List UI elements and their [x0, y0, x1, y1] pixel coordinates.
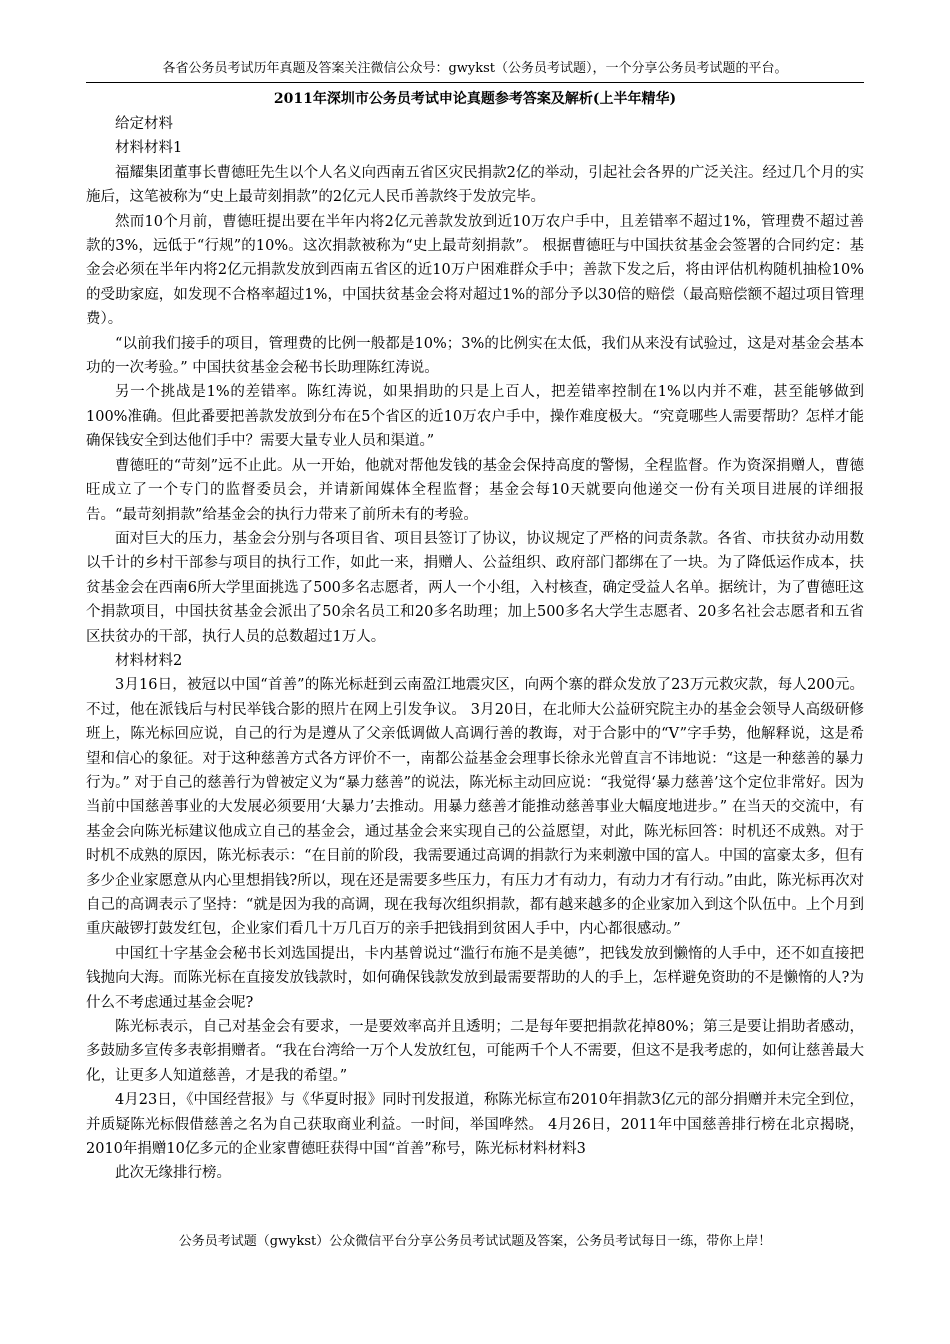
body-paragraph: 面对巨大的压力，基金会分别与各项目省、项目县签订了协议，协议规定了严格的问责条款。各省、市扶贫办动用数以千计的乡村干部参与项目的执行工作，如此一来，捐赠人、公益组织、政府部门都绑在了一块。为了降低运作成本，扶贫基金会在西南6所大学里面挑选了500多名志愿者，两人一个小组，入村核查，确定受益人名单。据统计，为了曹德旺这个捐款项目，中国扶贫基金会派出了50余名员工和20多名助理；加上500多名大学生志愿者、20多名社会志愿者和五省区扶贫办的干部，执行人员的总数超过1万人。 [86, 530, 864, 645]
body-paragraph: “以前我们接手的项目，管理费的比例一般都是10%；3%的比例实在太低，我们从来没有试验过，这是对基金会基本功的一次考验。” 中国扶贫基金会秘书长助理陈红涛说。 [86, 335, 864, 377]
document-body [86, 112, 864, 1186]
body-paragraph: 福耀集团董事长曹德旺先生以个人名义向西南五省区灾民捐款2亿的举动，引起社会各界的广泛关注。经过几个月的实施后，这笔被称为“史上最苛刻捐款”的2亿元人民币善款终于发放完毕。 [86, 164, 864, 206]
body-paragraph: 此次无缘排行榜。 [115, 1165, 231, 1182]
header-notice: 各省公务员考试历年真题及答案关注微信公众号：gwykst（公务员考试题），一个分享公务员考试题的平台。 [162, 61, 788, 76]
document-title: 2011年深圳市公务员考试申论真题参考答案及解析(上半年精华) [273, 91, 677, 107]
footer-notice: 公务员考试题（gwykst）公众微信平台分享公务员考试试题及答案，公务员考试每日一练，带你上岸！ [178, 1234, 772, 1249]
section-heading-given-material: 给定材料 [115, 116, 173, 132]
section-heading-material-2: 材料材料2 [115, 652, 183, 669]
body-paragraph: 另一个挑战是1%的差错率。陈红涛说，如果捐助的只是上百人，把差错率控制在1%以内并不难，甚至能够做到100%准确。但此番要把善款发放到分布在5个省区的近10万农户手中，操作难度极大。“究竟哪些人需要帮助？怎样才能确保钱安全到达他们手中？需要大量专业人员和渠道。” [86, 384, 864, 450]
body-paragraph: 4月23日，《中国经营报》与《华夏时报》同时刊发报道，称陈光标宣布2010年捐款3亿元的部分捐赠并未完全到位，并质疑陈光标假借慈善之名为自己获取商业利益。一时间，举国哗然。 4月26日，2011年中国慈善排行榜在北京揭晓，2010年捐赠10亿多元的企业家曹德旺获得中国“首善”称号，陈光标材料材料3 [86, 1092, 864, 1158]
section-heading-material-1: 材料材料1 [115, 140, 183, 157]
body-paragraph: 3月16日，被冠以中国“首善”的陈光标赶到云南盈江地震灾区，向两个寨的群众发放了23万元救灾款，每人200元。不过，他在派钱后与村民举钱合影的照片在网上引发争议。 3月20日，在北师大公益研究院主办的基金会领导人高级研修班上，陈光标回应说，自己的行为是遵从了父亲低调做人高调行善的教诲，对于合影中的“V”字手势，他解释说，这是希望和信心的象征。对于这种慈善方式各方评价不一，南都公益基金会理事长徐永光曾直言不讳地说：“这是一种慈善的暴力行为。” 对于自己的慈善行为曾被定义为“暴力慈善”的说法，陈光标主动回应说：“我觉得‘暴力慈善’这个定位非常好。因为当前中国慈善事业的大发展必须要用‘大暴力’去推动。用暴力慈善才能推动慈善事业大幅度地进步。” 在当天的交流中，有基金会向陈光标建议他成立自己的基金会，通过基金会来实现自己的公益愿望，对此，陈光标回答：时机还不成熟。对于时机不成熟的原因，陈光标表示：“在目前的阶段，我需要通过高调的捐款行为来刺激中国的富人。中国的富豪太多，但有多少企业家愿意从内心里想捐钱?所以，现在还是需要多些压力，有压力才有动力，有动力才有行动。”由此，陈光标再次对自己的高调表示了坚持：“就是因为我的高调，现在我每次组织捐款，都有越来越多的企业家加入到这个队伍中。上个月到重庆敲锣打鼓发红包，企业家们看几十万几百万的亲手把钱捐到贫困人手中，内心都很感动。” [86, 677, 864, 938]
header-divider [86, 82, 864, 83]
body-paragraph: 中国红十字基金会秘书长刘选国提出，卡内基曾说过“滥行布施不是美德”，把钱发放到懒惰的人手中，还不如直接把钱抛向大海。而陈光标在直接发放钱款时，如何确保钱款发放到最需要帮助的人的手上，怎样避免资助的不是懒惰的人?为什么不考虑通过基金会呢? [86, 945, 864, 1011]
body-paragraph: 曹德旺的“苛刻”远不止此。从一开始，他就对帮他发钱的基金会保持高度的警惕，全程监督。作为资深捐赠人，曹德旺成立了一个专门的监督委员会，并请新闻媒体全程监督；基金会每10天就要向他递交一份有关项目进展的详细报告。“最苛刻捐款”给基金会的执行力带来了前所未有的考验。 [86, 457, 864, 523]
body-paragraph: 然而10个月前，曹德旺提出要在半年内将2亿元善款发放到近10万农户手中，且差错率不超过1%，管理费不超过善款的3%，远低于“行规”的10%。这次捐款被称为“史上最苛刻捐款”。 根据曹德旺与中国扶贫基金会签署的合同约定：基金会必须在半年内将2亿元捐款发放到西南五省区的近10万户困难群众手中；善款下发之后，将由评估机构随机抽检10%的受助家庭，如发现不合格率超过1%，中国扶贫基金会将对超过1%的部分予以30倍的赔偿（最高赔偿额不超过项目管理费）。 [86, 213, 864, 328]
body-paragraph: 陈光标表示，自己对基金会有要求，一是要效率高并且透明；二是每年要把捐款花掉80%；第三是要让捐助者感动，多鼓励多宣传多表彰捐赠者。“我在台湾给一万个人发放红包，可能两千个人不需要，但这不是我考虑的，如何让慈善最大化，让更多人知道慈善，才是我的希望。” [86, 1019, 864, 1084]
